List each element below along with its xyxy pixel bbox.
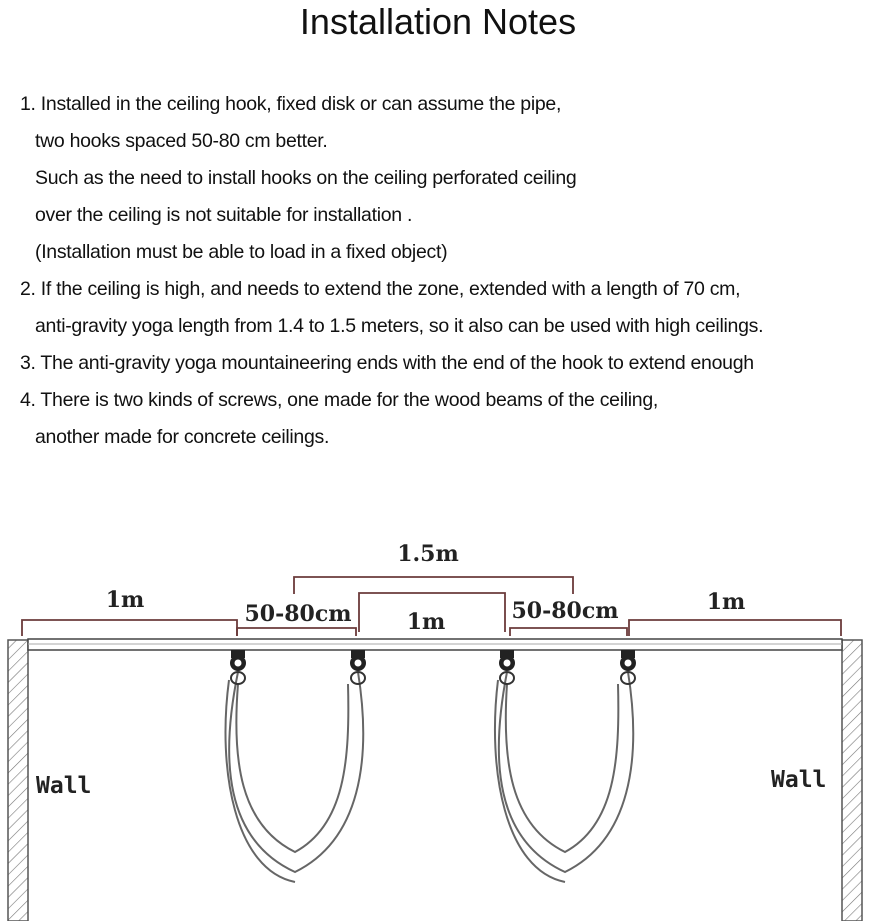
ceiling-hook-3: [499, 650, 515, 684]
hammock-loop-right: [495, 672, 633, 882]
note-line: 1. Installed in the ceiling hook, fixed disk or can assume the pipe,: [20, 93, 562, 115]
note-line: Such as the need to install hooks on the ceiling perforated ceiling: [35, 167, 577, 189]
hammock-loop-left: [225, 672, 363, 882]
dim-label-middle: 1m: [406, 609, 446, 635]
dim-bracket-gap-left: [237, 628, 356, 636]
wall-left: [8, 640, 28, 921]
note-line: 2. If the ceiling is high, and needs to extend the zone, extended with a length of 70 cm,: [20, 278, 741, 300]
note-line: over the ceiling is not suitable for installation .: [35, 204, 413, 226]
wall-right: [842, 640, 862, 921]
dim-label-top: 1.5m: [397, 541, 459, 567]
dim-bracket-left: [22, 620, 237, 636]
dim-label-gap-right: 50-80cm: [511, 598, 619, 624]
dim-bracket-right: [629, 620, 841, 636]
ceiling-hook-4: [620, 650, 636, 684]
ceiling-hook-1: [230, 650, 246, 684]
dim-label-left: 1m: [105, 587, 145, 613]
dim-label-gap-left: 50-80cm: [244, 601, 352, 627]
note-line: another made for concrete ceilings.: [35, 426, 330, 448]
note-line: 3. The anti-gravity yoga mountaineering ends with the end of the hook to extend enough: [20, 352, 754, 374]
note-line: anti-gravity yoga length from 1.4 to 1.5 meters, so it also can be used with high ceilings.: [35, 315, 764, 337]
wall-label-left: Wall: [36, 773, 92, 799]
dim-bracket-top: [294, 577, 573, 594]
dim-label-right: 1m: [706, 589, 746, 615]
dim-bracket-gap-right: [510, 628, 627, 636]
wall-label-right: Wall: [771, 767, 827, 793]
note-line: two hooks spaced 50-80 cm better.: [35, 130, 328, 152]
page-title: Installation Notes: [299, 1, 577, 42]
note-line: (Installation must be able to load in a fixed object): [35, 241, 448, 263]
note-line: 4. There is two kinds of screws, one made for the wood beams of the ceiling,: [20, 389, 659, 411]
ceiling-hook-2: [350, 650, 366, 684]
